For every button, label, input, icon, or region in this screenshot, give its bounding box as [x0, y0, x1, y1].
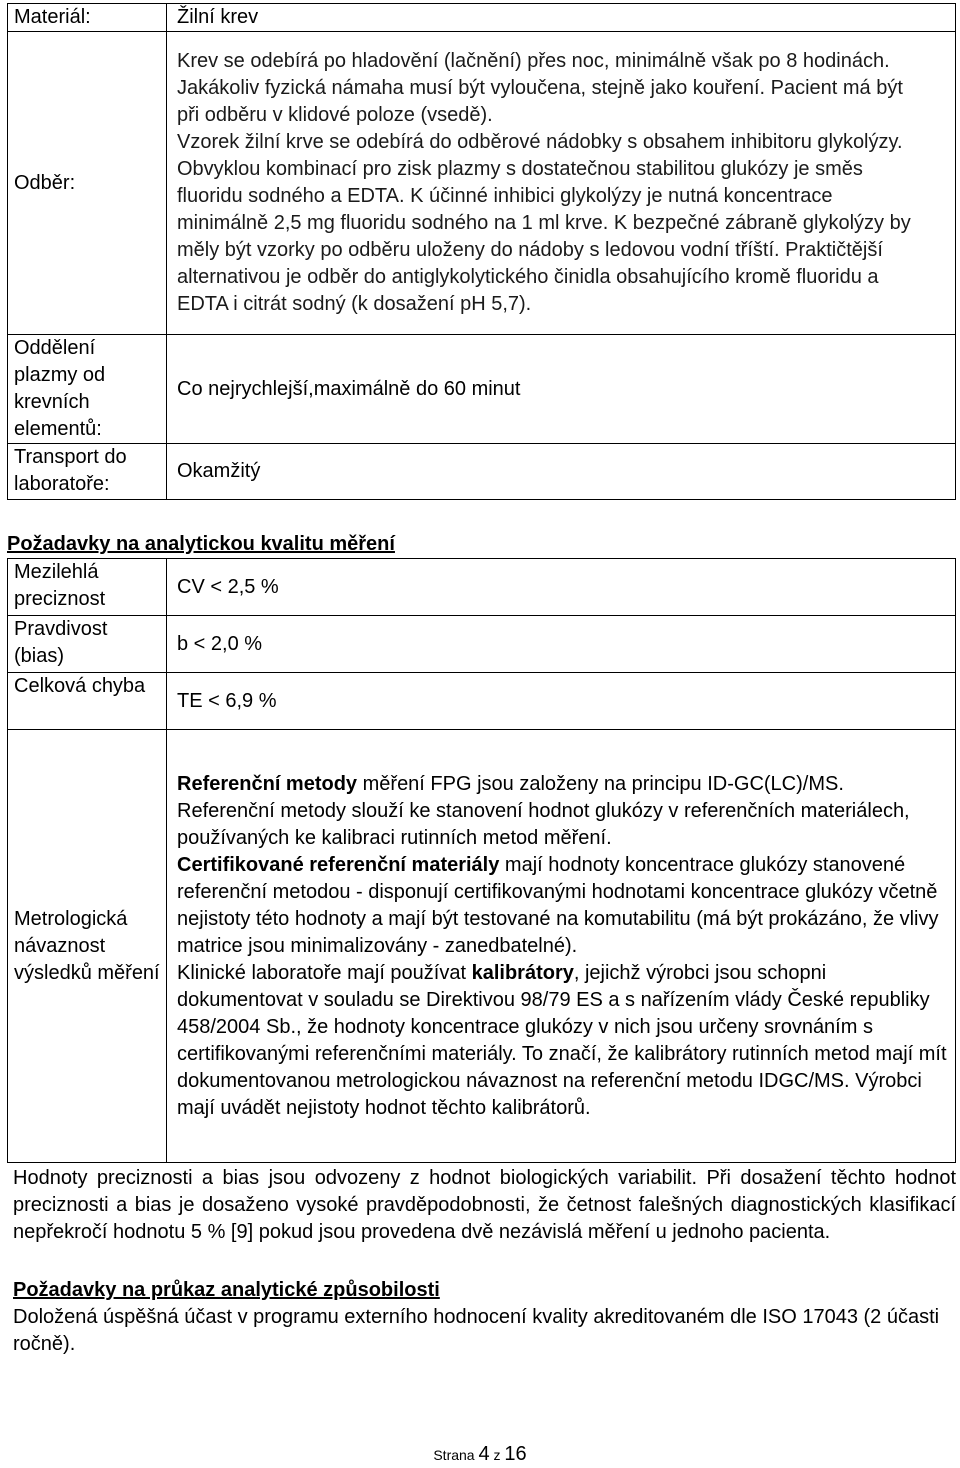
table-row: [8, 673, 956, 730]
table-row: [8, 32, 956, 335]
calibrators-term: kalibrátory: [471, 961, 574, 984]
trueness-value: b < 2,0 %: [167, 616, 956, 673]
certified-materials-paragraph: [177, 852, 947, 960]
metrology-value: [167, 730, 956, 1163]
reference-methods-text: měření FPG jsou založeny na principu ID-GC(LC)/MS. Referenční metody slouží ke stanovení hodnot glukózy v referenčních materiálech, používaných ke kalibraci rutinních metod měření.: [177, 772, 910, 849]
table-row: [8, 335, 956, 444]
specimen-table: [7, 3, 956, 500]
trueness-label: Pravdivost (bias): [8, 616, 167, 673]
page-footer: [0, 1444, 960, 1465]
transport-label: Transport do laboratoře:: [8, 444, 167, 500]
table-row: [8, 4, 956, 32]
document-page: [7, 3, 956, 1358]
certified-materials-term: Certifikované referenční materiály: [177, 853, 500, 876]
competence-text: Doložená úspěšná účast v programu externího hodnocení kvality akreditovaném dle ISO 17043 (2 účasti ročně).: [13, 1306, 940, 1355]
footer-total-pages: 16: [504, 1443, 527, 1465]
material-label: Materiál:: [8, 4, 167, 32]
table-row: [8, 444, 956, 500]
calibrators-paragraph: [177, 960, 947, 1122]
collection-paragraph: Krev se odebírá po hladovění (lačnění) přes noc, minimálně však po 8 hodinách. Jakákoliv fyzická námaha musí být vyloučena, stejně jako kouření. Pacient má být při odběru v klidové poloze (vsedě).: [177, 50, 903, 126]
collection-label: Odběr:: [8, 32, 167, 335]
total-error-label: Celková chyba: [8, 673, 167, 730]
reference-methods-term: Referenční metody: [177, 772, 358, 795]
table-row: [8, 559, 956, 616]
reference-methods-paragraph: [177, 771, 947, 852]
competence-section-title: Požadavky na průkaz analytické způsobilosti: [13, 1279, 440, 1301]
table-row: [8, 730, 956, 1163]
footer-separator: z: [493, 1447, 501, 1463]
collection-value: [167, 32, 956, 335]
separation-label: Oddělení plazmy od krevních elementů:: [8, 335, 167, 444]
quality-note: Hodnoty preciznosti a bias jsou odvozeny z hodnot biologických variabilit. Při dosažení těchto hodnot preciznosti a bias je dosaženo vysoké pravděpodobnosti, že četnost falešných diagnostických klasifikací nepřekročí hodnotu 5 % [9] pokud jsou provedena dvě nezávislá měření u jednoho pacienta.: [13, 1167, 956, 1243]
total-error-value: TE < 6,9 %: [167, 673, 956, 730]
certified-materials-text: mají hodnoty koncentrace glukózy stanovené referenční metodou - disponují certifikovanými hodnotami koncentrace glukózy včetně nejistoty této hodnoty a mají být testované na komutabilitu (má být prokázáno, že vlivy matrice jsou minimalizovány - zanedbatelné).: [177, 853, 939, 957]
collection-paragraph: Vzorek žilní krve se odebírá do odběrové nádobky s obsahem inhibitoru glykolýzy. Obvyklou kombinací pro zisk plazmy s dostatečnou stabilitou glukózy je směs fluoridu sodného a EDTA. K účinné inhibici glykolýzy je nutná koncentrace minimálně 2,5 mg fluoridu sodného na 1 ml krve. K bezpečné zábraně glykolýzy by měly být vzorky po odběru uloženy do nádoby s ledovou vodní tříští. Praktičtější alternativou je odběr do antiglykolytického činidla obsahujícího kromě fluoridu a EDTA i citrát sodný (k dosažení pH 5,7).: [177, 131, 911, 315]
footer-page-number: 4: [478, 1443, 490, 1465]
calibrators-intro: Klinické laboratoře mají používat: [177, 961, 472, 984]
material-value: Žilní krev: [167, 4, 956, 32]
separation-value: Co nejrychlejší,maximálně do 60 minut: [167, 335, 956, 444]
intermediate-precision-label: Mezilehlá preciznost: [8, 559, 167, 616]
footer-prefix: Strana: [433, 1447, 475, 1463]
table-row: [8, 616, 956, 673]
intermediate-precision-value: CV < 2,5 %: [167, 559, 956, 616]
transport-value: Okamžitý: [167, 444, 956, 500]
quality-section-title: Požadavky na analytickou kvalitu měření: [7, 533, 395, 555]
quality-table: [7, 558, 956, 1163]
metrology-label: Metrologická návaznost výsledků měření: [8, 730, 167, 1163]
calibrators-text: , jejichž výrobci jsou schopni dokumentovat v souladu se Direktivou 98/79 ES a s nařízením vlády České republiky 458/2004 Sb., že hodnoty koncentrace glukózy v nich jsou určeny srovnáním s certifikovanými referenčními materiály. To značí, že kalibrátory rutinních metod mají mít dokumentovanou metrologickou návaznost na referenční metodu IDGC/MS. Výrobci mají uvádět nejistoty hodnot těchto kalibrátorů.: [177, 961, 947, 1119]
